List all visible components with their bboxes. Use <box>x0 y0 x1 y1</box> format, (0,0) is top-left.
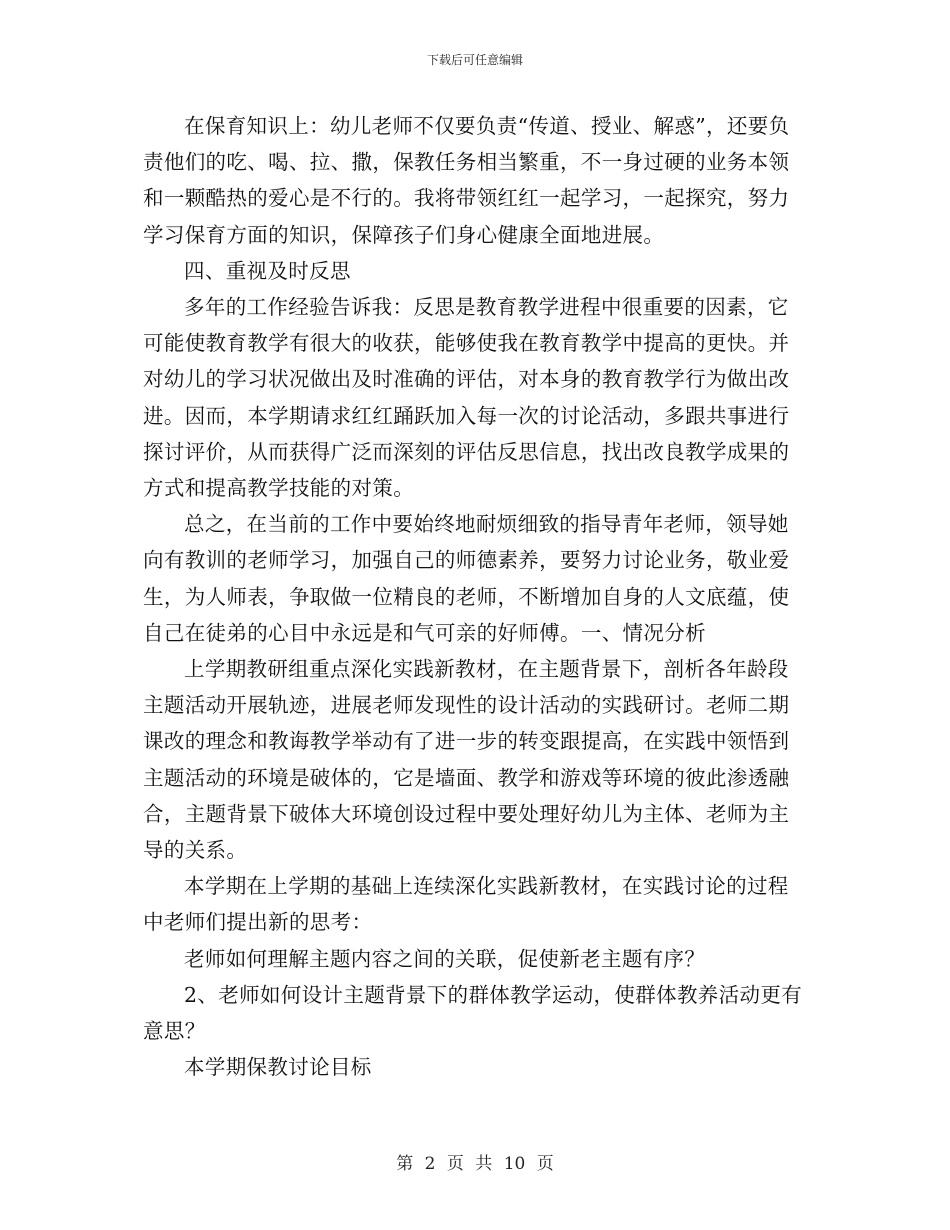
section-heading-reflection: 四、重视及时反思 <box>184 258 351 283</box>
page-header: 下载后可任意编辑 <box>426 53 523 67</box>
question-item-1: 老师如何理解主题内容之间的关联，促使新老主题有序？ <box>184 946 706 971</box>
paragraph-childcare-knowledge: 在保育知识上：幼儿老师不仅要负责“传道、授业、解惑”，还要负责他们的吃、喝、拉、撒，保教任务相当繁重，不一身过硬的业务本领和一颗酷热的爱心是不行的。我将带领红红一起学习，一起探究，努力学习保育方面的知识，保障孩子们身心健康全面地进展。 <box>143 114 790 247</box>
question-item-2: 2、老师如何设计主题背景下的群体教学运动，使群体教养活动更有意思？ <box>143 982 803 1044</box>
paragraph-situation-analysis: 上学期教研组重点深化实践新教材，在主题背景下，剖析各年龄段主题活动开展轨迹，进展老师发现性的设计活动的实践研讨。老师二期课改的理念和教诲教学举动有了进一步的转变跟提高，在实践中领悟到主题活动的环境是破体的，它是墙面、教学和游戏等环境的彼此渗透融合，主题背景下破体大环境创设过程中要处理好幼儿为主体、老师为主导的关系。 <box>143 657 790 863</box>
paragraph-reflection: 多年的工作经验告诉我：反思是教育教学进程中很重要的因素，它可能使教育教学有很大的收获，能够使我在教育教学中提高的更快。并对幼儿的学习状况做出及时准确的评估，对本身的教育教学行为做出改进。因而，本学期请求红红踊跃加入每一次的讨论活动，多跟共事进行探讨评价，从而获得广泛而深刻的评估反思信息，找出改良教学成果的方式和提高教学技能的对策。 <box>143 295 790 501</box>
document-body <box>143 108 808 1085</box>
page-number-footer: 第 2 页 共 10 页 <box>396 1154 554 1174</box>
paragraph-summary: 总之，在当前的工作中要始终地耐烦细致的指导青年老师，领导她向有教训的老师学习，加强自己的师德素养，要努力讨论业务，敬业爱生，为人师表，争取做一位精良的老师，不断增加自身的人文底蕴，使自己在徒弟的心目中永远是和气可亲的好师傅。一、情况分析 <box>143 512 790 645</box>
paragraph-new-semester: 本学期在上学期的基础上连续深化实践新教材，在实践讨论的过程中老师们提出新的思考： <box>143 874 789 935</box>
section-heading-goals: 本学期保教讨论目标 <box>184 1055 372 1080</box>
